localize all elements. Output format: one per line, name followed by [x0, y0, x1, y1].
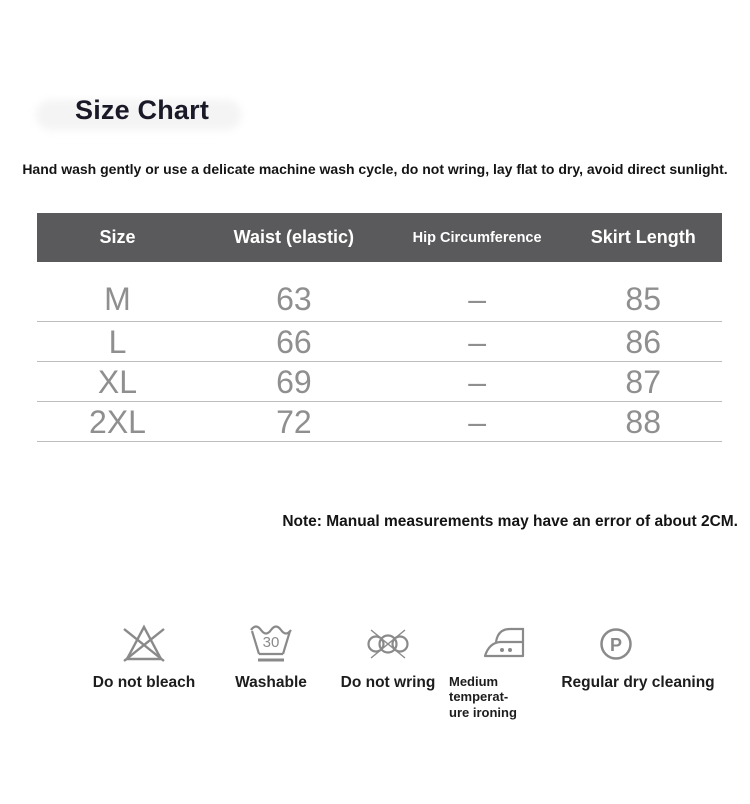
washable-icon — [245, 616, 297, 668]
waist-cell: 63 — [276, 281, 312, 317]
icon-label-line2: ure ironing — [449, 704, 517, 720]
icon-label: Do not bleach — [92, 674, 196, 691]
column-header-hip: Hip Circumference — [412, 229, 542, 246]
size-table-header — [37, 213, 722, 262]
table-row — [37, 262, 722, 322]
size-cell: XL — [97, 363, 138, 400]
length-cell: 86 — [625, 323, 661, 360]
care-symbol-do-not-bleach — [84, 616, 204, 692]
regular-dry-cleaning-icon — [590, 616, 642, 668]
icon-label: Regular dry cleaning — [561, 674, 715, 691]
length-cell: 88 — [625, 403, 661, 440]
measurement-error-note: Note: Manual measurements may have an error of about 2CM. — [282, 513, 738, 530]
hip-cell: – — [468, 363, 486, 400]
length-cell: 87 — [625, 363, 661, 400]
table-row — [37, 322, 722, 362]
length-cell: 85 — [625, 281, 661, 317]
care-symbol-do-not-wring — [328, 616, 448, 692]
waist-cell: 72 — [276, 403, 312, 440]
table-row — [37, 362, 722, 402]
size-cell: 2XL — [89, 403, 146, 440]
size-cell: L — [108, 323, 127, 360]
waist-cell: 66 — [276, 323, 312, 360]
care-instructions-text: Hand wash gently or use a delicate machine wash cycle, do not wring, lay flat to dry, avoid direct sunlight. — [22, 161, 728, 177]
column-header-waist: Waist (elastic) — [233, 227, 355, 247]
medium-temperature-ironing-icon — [478, 616, 530, 668]
icon-label — [449, 674, 557, 720]
care-symbol-regular-dry-cleaning — [556, 616, 720, 692]
icon-label-line1: Medium temperat- — [449, 674, 509, 705]
care-symbol-medium-temperature-ironing — [449, 616, 557, 720]
column-header-size: Size — [99, 227, 136, 247]
hip-cell: – — [468, 403, 486, 440]
column-header-skirt-length: Skirt Length — [590, 227, 696, 247]
wash-temperature-text: 30 — [262, 634, 280, 651]
size-cell: M — [104, 281, 131, 317]
care-symbol-washable — [211, 616, 331, 692]
waist-cell: 69 — [276, 363, 312, 400]
icon-label: Do not wring — [340, 674, 436, 691]
dry-clean-letter: P — [609, 635, 623, 655]
do-not-wring-icon — [362, 616, 414, 668]
hip-cell: – — [468, 323, 486, 360]
size-table — [37, 213, 722, 442]
table-row — [37, 402, 722, 442]
do-not-bleach-icon — [118, 616, 170, 668]
page-title: Size Chart — [75, 95, 210, 125]
hip-cell: – — [468, 281, 486, 317]
icon-label: Washable — [235, 674, 307, 691]
